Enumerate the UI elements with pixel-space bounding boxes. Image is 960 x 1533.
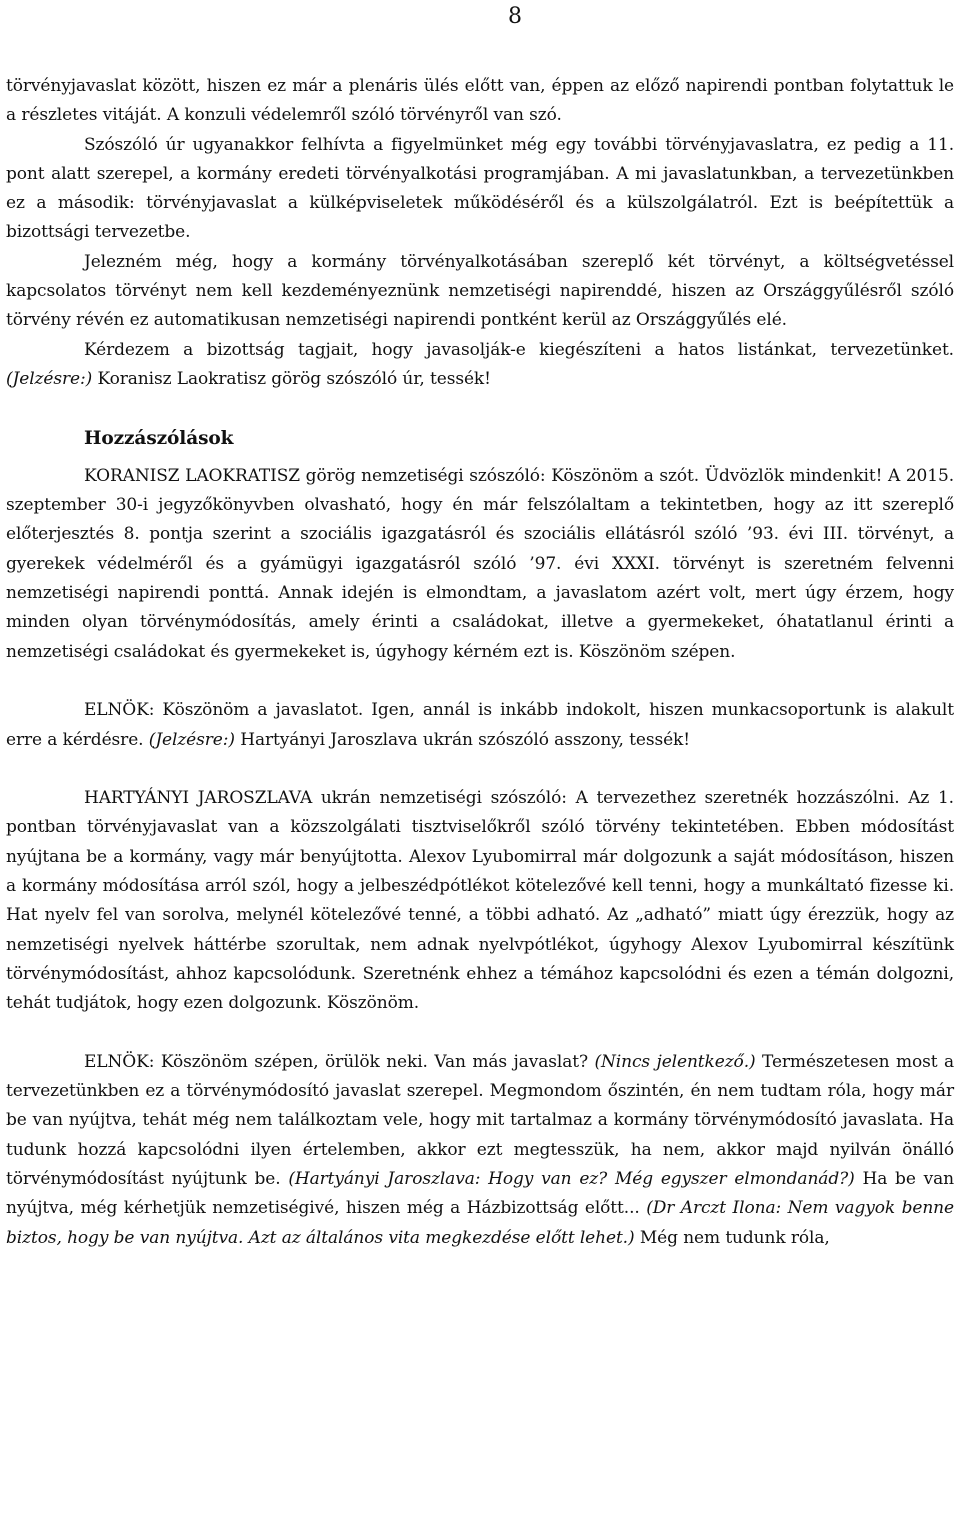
paragraph: Jelezném még, hogy a kormány törvényalkotásában szereplő két törvényt, a költségvetéssel kapcsolatos törvényt nem kell kezdeményeznünk nemzetiségi napirenddé, hiszen az Országgyűlésről szóló törvény révén ez automatikusan nemzetiségi napirendi pontként kerül az Országgyűlés elé.: [6, 251, 954, 331]
text-run: ELNÖK: Köszönöm szépen, örülök neki. Van más javaslat?: [84, 1051, 595, 1072]
paragraph: törvényjavaslat között, hiszen ez már a plenáris ülés előtt van, éppen az előző napirendi pontban folytattuk le a részletes vitáját. A konzuli védelemről szóló törvényről van szó.: [6, 76, 954, 126]
stage-direction: (Hartyányi Jaroszlava: Hogy van ez? Még egyszer elmondanád?): [288, 1168, 855, 1189]
paragraph-speech: [6, 696, 954, 755]
paragraph-speech: HARTYÁNYI JAROSZLAVA ukrán nemzetiségi szószóló: A tervezethez szeretnék hozzászólni. Az 1. pontban törvényjavaslat van a közszolgálati tisztviselőkről szóló törvény tekintetében. Ebben módosítást nyújtana be a kormány, vagy már benyújtotta. Alexov Lyubomirral már dolgozunk a saját módosításon, hiszen a kormány módosítása arról szól, hogy a jelbeszédpótlékot kötelezővé kell tenni, hogy a munkáltató fizesse ki. Hat nyelv fel van sorolva, melynél kötelezővé tenné, a többi adható. Az „adható” miatt úgy érezzük, hogy az nemzetiségi nyelvek háttérbe szorultak, nem adnak nyelvpótlékot, úgyhogy Alexov Lyubomirral készítünk törvénymódosítást, ahhoz kapcsolódunk. Szeretnénk ehhez a témához kapcsolódni és ezen a témán dolgozni, tehát tudjátok, hogy ezen dolgozunk. Köszönöm.: [6, 788, 954, 1014]
text-run: Természetesen most a tervezetünkben ez a törvénymódosító javaslat szerepel. Megmondom őszintén, én nem tudtam róla, hogy már be van nyújtva, tehát még nem találkoztam vele, hogy mit tartalmaz a kormány törvénymódosító javaslata. Ha tudunk hozzá kapcsolódni ilyen értelemben, akkor ezt megtesszük, ha nem, akkor majd nyilván önálló törvénymódosítást nyújtunk be.: [6, 1051, 954, 1189]
paragraph: Szószóló úr ugyanakkor felhívta a figyelmünket még egy további törvényjavaslatra, ez pedig a 11. pont alatt szerepel, a kormány eredeti törvényalkotási programjában. A mi javaslatunkban, a tervezetünkben ez a második: törvényjavaslat a külképviseletek működéséről és a külszolgálatról. Ezt is beépítettük a bizottsági tervezetbe.: [6, 134, 954, 243]
section-heading: Hozzászólások: [84, 427, 234, 449]
paragraph-speech: [6, 1048, 954, 1253]
paragraph-speech: KORANISZ LAOKRATISZ görög nemzetiségi szószóló: Köszönöm a szót. Üdvözlök mindenkit! A 2015. szeptember 30-i jegyzőkönyvben olvasható, hogy én már felszólaltam a tekintetben, hogy az itt szereplő előterjesztés 8. pontja szerint a szociális igazgatásról és szociális ellátásról szóló ’93. évi III. törvényt, a gyerekek védelméről és a gyámügyi igazgatásról szóló ’97. évi XXXI. törvényt is szeretném felvenni nemzetiségi napirendi ponttá. Annak idején is elmondtam, a javaslatom azért volt, mert úgy érzem, hogy minden olyan törvénymódosítás, amely érinti a családokat, illetve a gyermekeket, óhatatlanul érinti a nemzetiségi családokat és gyermekeket is, úgyhogy kérném ezt is. Köszönöm szépen.: [6, 465, 954, 662]
text-run: Hartyányi Jaroszlava ukrán szószóló asszony, tessék!: [234, 729, 690, 750]
text-run: Ha be van nyújtva, még kérhetjük nemzetiségivé, hiszen még a Házbizottság előtt...: [6, 1168, 954, 1219]
stage-direction: (Jelzésre:): [148, 729, 235, 750]
page-number: 8: [508, 4, 522, 29]
text-run: Kérdezem a bizottság tagjait, hogy javasolják-e kiegészíteni a hatos listánkat, tervezetünket.: [84, 339, 954, 360]
text-run: Még nem tudunk róla,: [634, 1227, 830, 1248]
stage-direction: (Dr Arczt Ilona: Nem vagyok benne biztos, hogy be van nyújtva. Azt az általános vita megkezdése előtt lehet.): [6, 1198, 954, 1248]
paragraph: [6, 336, 954, 395]
text-run: ELNÖK: Köszönöm a javaslatot. Igen, annál is inkább indokolt, hiszen munkacsoportunk is alakult erre a kérdésre.: [6, 700, 954, 750]
document-body: [6, 72, 954, 1253]
text-run: Koranisz Laokratisz görög szószóló úr, tessék!: [92, 368, 491, 389]
stage-direction: (Jelzésre:): [6, 368, 93, 389]
stage-direction: (Nincs jelentkező.): [594, 1051, 756, 1072]
